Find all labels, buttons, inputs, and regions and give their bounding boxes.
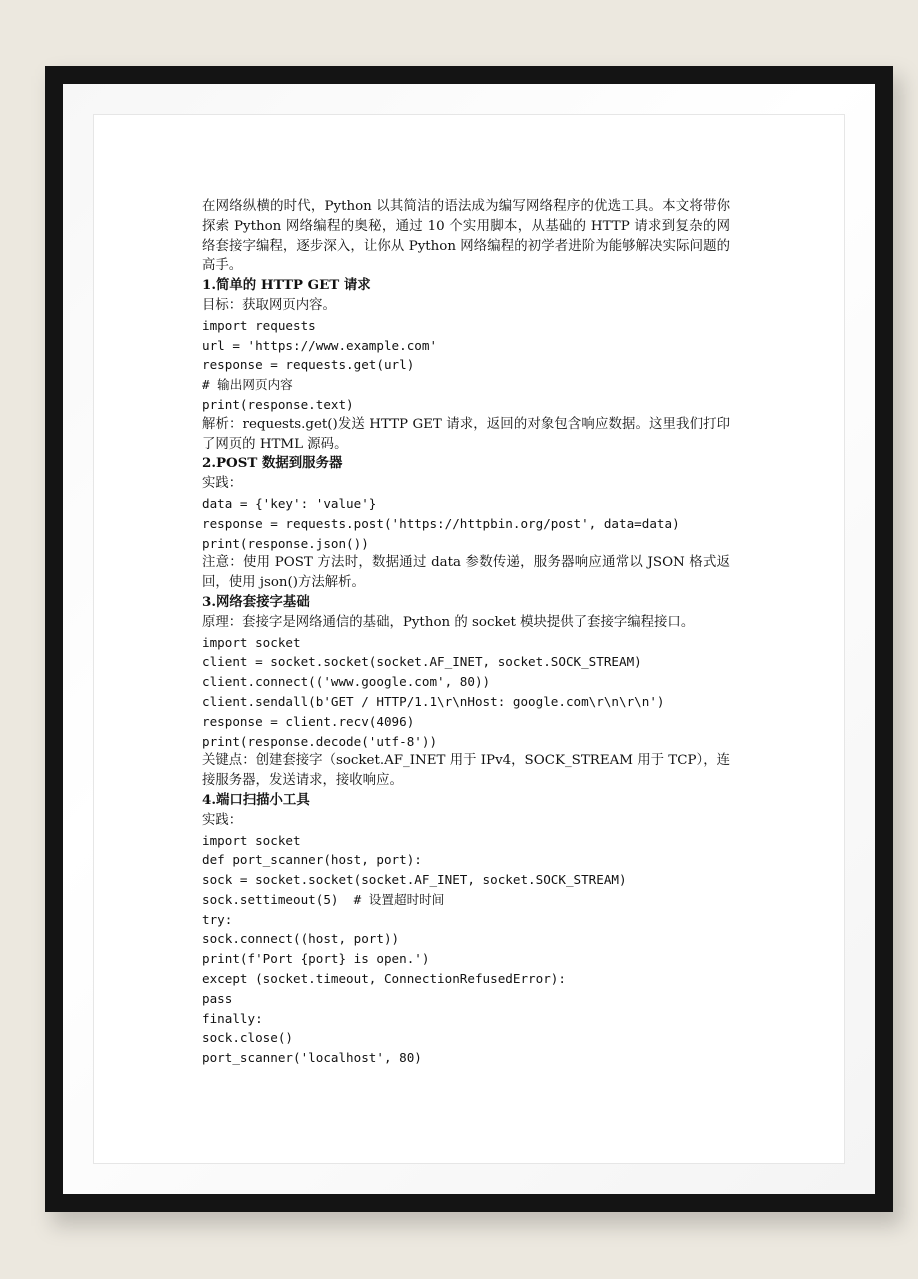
document-content bbox=[202, 197, 730, 1068]
code-line: import requests bbox=[202, 317, 316, 333]
code-line: print(f'Port {port} is open.') bbox=[202, 951, 430, 967]
intro-paragraph: 在网络纵横的时代，Python 以其简洁的语法成为编写网络程序的优选工具。本文将带你探索 Python 网络编程的奥秘，通过 10 个实用脚本，从基础的 HTTP 请求到复杂的网络套接字编程，逐步深入，让你从 Python 网络编程的初学者进阶为能够解决实际问题的高手。 bbox=[202, 199, 730, 274]
code-line: response = client.recv(4096) bbox=[202, 713, 415, 729]
code-line: data = {'key': 'value'} bbox=[202, 495, 377, 511]
code-line: response = requests.post('https://httpbin.org/post', data=data) bbox=[202, 515, 680, 531]
code-line: import socket bbox=[202, 832, 301, 848]
code-line: sock = socket.socket(socket.AF_INET, socket.SOCK_STREAM) bbox=[202, 872, 627, 888]
code-line: client.connect(('www.google.com', 80)) bbox=[202, 674, 491, 690]
code-line: url = 'https://www.example.com' bbox=[202, 337, 438, 353]
section-4-heading: 4.端口扫描小工具 bbox=[202, 791, 310, 808]
code-line: client.sendall(b'GET / HTTP/1.1\r\nHost: google.com\r\n\r\n') bbox=[202, 693, 665, 709]
code-line: pass bbox=[202, 990, 233, 1006]
code-line: import socket bbox=[202, 634, 301, 650]
section-2-label: 实践： bbox=[202, 476, 243, 492]
section-1-heading: 1.简单的 HTTP GET 请求 bbox=[202, 277, 371, 294]
code-line: print(response.text) bbox=[202, 396, 354, 412]
section-2-note: 注意：使用 POST 方法时，数据通过 data 参数传递，服务器响应通常以 JSON 格式返回，使用 json()方法解析。 bbox=[202, 555, 730, 591]
code-line: print(response.json()) bbox=[202, 535, 369, 551]
section-3-note: 关键点：创建套接字（socket.AF_INET 用于 IPv4，SOCK_STREAM 用于 TCP），连接服务器，发送请求，接收响应。 bbox=[202, 753, 730, 789]
code-line: def port_scanner(host, port): bbox=[202, 852, 422, 868]
section-3-principle: 原理：套接字是网络通信的基础，Python 的 socket 模块提供了套接字编程接口。 bbox=[202, 614, 695, 630]
code-line: except (socket.timeout, ConnectionRefusedError): bbox=[202, 971, 566, 987]
code-line: port_scanner('localhost', 80) bbox=[202, 1050, 422, 1066]
code-line: sock.connect((host, port)) bbox=[202, 931, 400, 947]
code-line: response = requests.get(url) bbox=[202, 357, 415, 373]
section-4-label: 实践： bbox=[202, 812, 243, 828]
section-1-note: 解析：requests.get()发送 HTTP GET 请求，返回的对象包含响应数据。这里我们打印了网页的 HTML 源码。 bbox=[202, 416, 730, 452]
code-line: sock.close() bbox=[202, 1030, 293, 1046]
code-line: print(response.decode('utf-8')) bbox=[202, 733, 438, 749]
code-line: # 输出网页内容 bbox=[202, 377, 293, 393]
section-2-heading: 2.POST 数据到服务器 bbox=[202, 455, 343, 472]
code-line: finally: bbox=[202, 1010, 263, 1026]
section-1-goal: 目标：获取网页内容。 bbox=[202, 297, 336, 313]
code-line: try: bbox=[202, 911, 233, 927]
code-line: client = socket.socket(socket.AF_INET, socket.SOCK_STREAM) bbox=[202, 654, 642, 670]
code-line: sock.settimeout(5) # 设置超时时间 bbox=[202, 891, 445, 907]
section-3-heading: 3.网络套接字基础 bbox=[202, 593, 310, 610]
